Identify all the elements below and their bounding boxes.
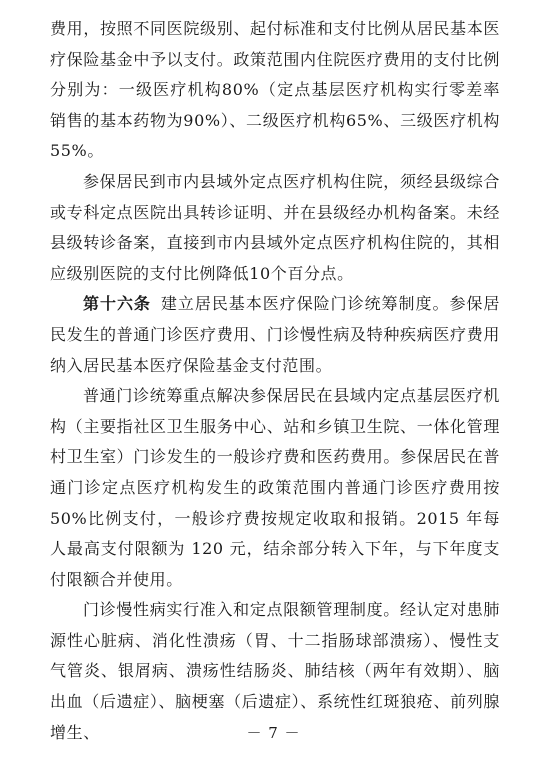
paragraph-1-text: 费用，按照不同医院级别、起付标准和支付比例从居民基本医疗保险基金中予以支付。政策范围内住院医疗费用的支付比例分别为：一级医疗机构80%（定点基层医疗机构实行零差率销售的基本药物为90%）、二级医疗机构65%、三级医疗机构55%。 [50, 19, 500, 161]
paragraph-4-text: 普通门诊统筹重点解决参保居民在县域内定点基层医疗机构（主要指社区卫生服务中心、站和乡镇卫生院、一体化管理村卫生室）门诊发生的一般诊疗费和医药费用。参保居民在普通门诊定点医疗机构发生的政策范围内普通门诊医疗费用按50%比例支付，一般诊疗费按规定收取和报销。2015 年每人最高支付限额为 120 元，结余部分转入下年，与下年度支付限额合并使用。 [50, 386, 500, 589]
paragraph-2 [50, 167, 500, 289]
paragraph-1 [50, 14, 500, 167]
paragraph-3 [50, 289, 500, 381]
paragraph-5-text: 门诊慢性病实行准入和定点限额管理制度。经认定对患肺源性心脏病、消化性溃疡（胃、十二指肠球部溃疡）、慢性支气管炎、银屑病、溃疡性结肠炎、肺结核（两年有效期）、脑出血（后遗症）、脑梗塞（后遗症）、系统性红斑狼疮、前列腺增生、 [50, 600, 500, 742]
paragraph-3-text: 建立居民基本医疗保险门诊统筹制度。参保居民发生的普通门诊医疗费用、门诊慢性病及特种疾病医疗费用纳入居民基本医疗保险基金支付范围。 [50, 294, 500, 375]
paragraph-4 [50, 381, 500, 595]
article-number: 第十六条 [83, 294, 151, 314]
page-number: － 7 － [246, 724, 301, 742]
body-text [50, 14, 500, 748]
paragraph-2-text: 参保居民到市内县域外定点医疗机构住院，须经县级综合或专科定点医院出具转诊证明、并在县级经办机构备案。未经县级转诊备案，直接到市内县域外定点医疗机构住院的，其相应级别医院的支付比例降低10个百分点。 [50, 171, 500, 283]
